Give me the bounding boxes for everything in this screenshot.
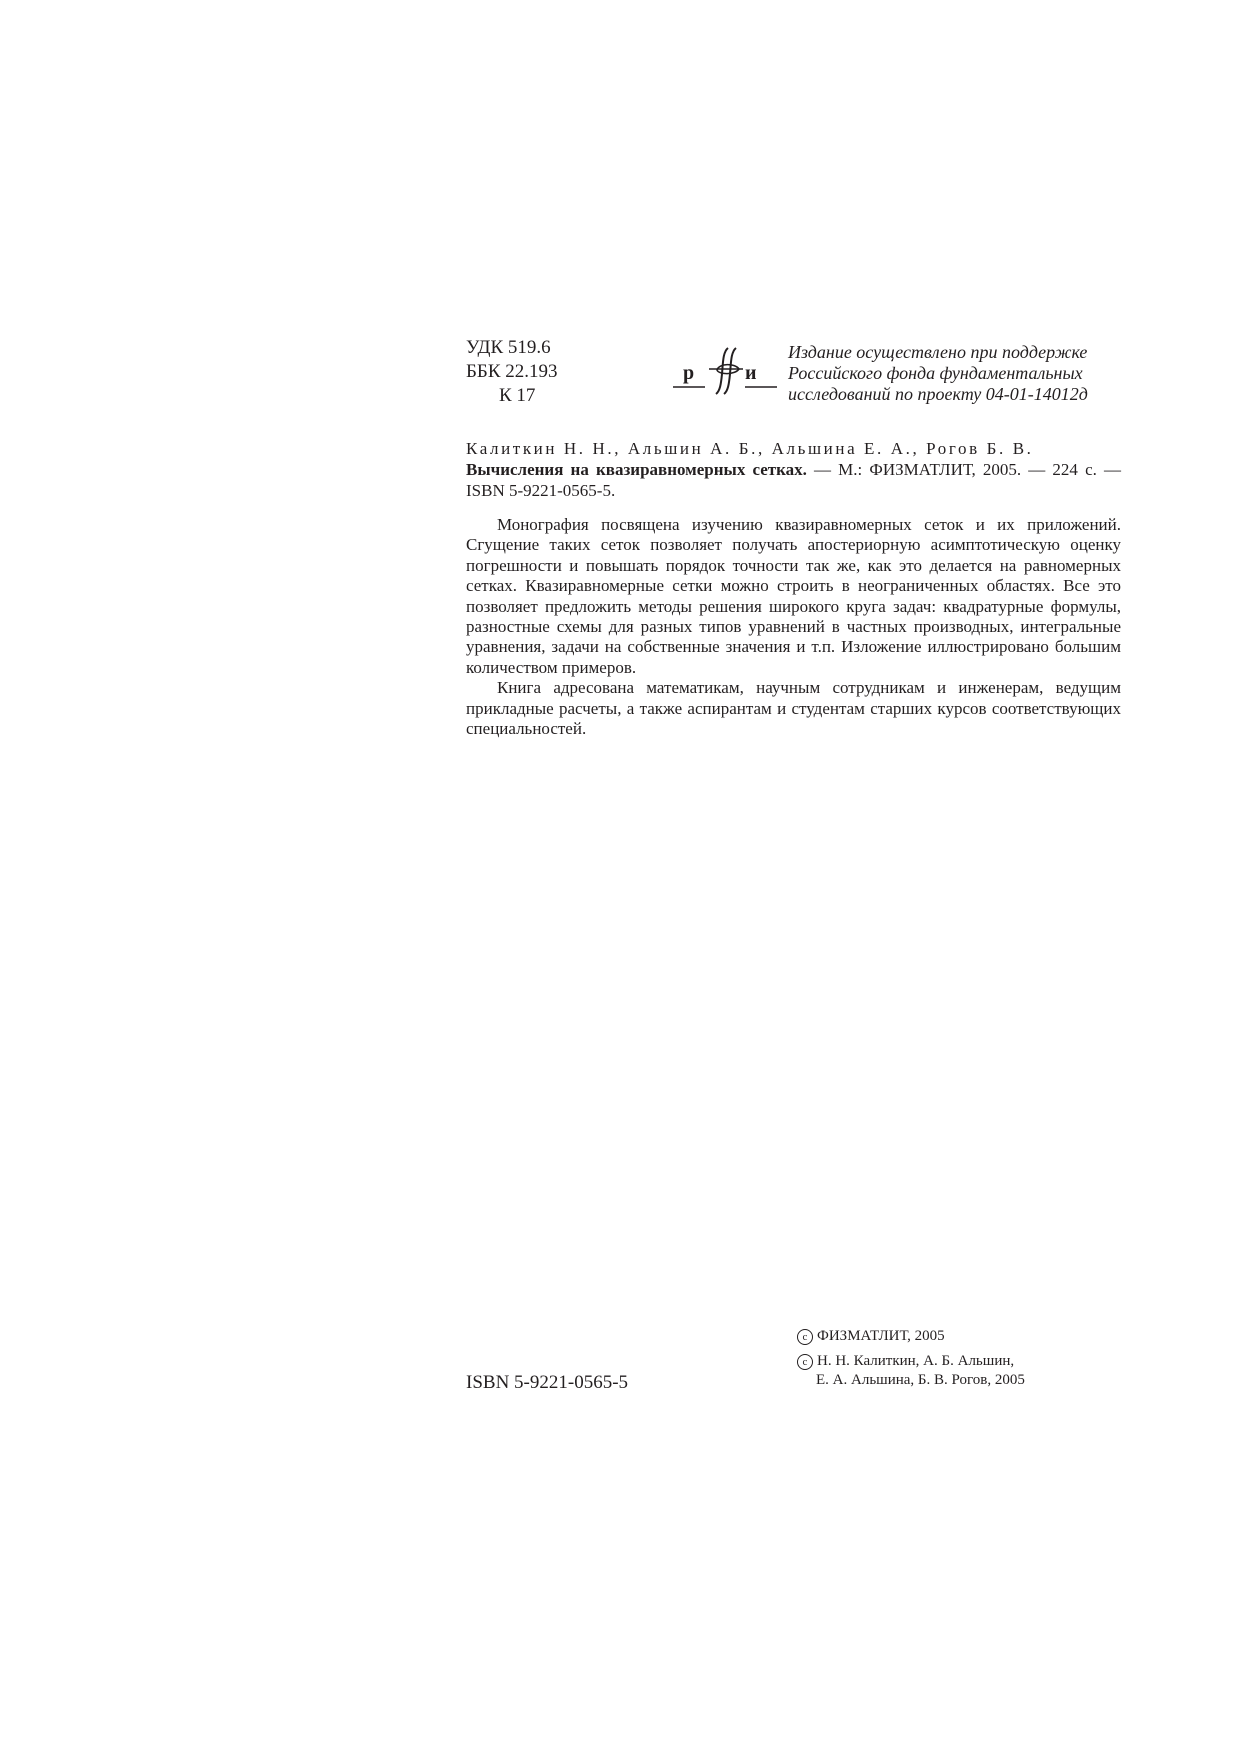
abstract (466, 515, 1121, 739)
rffi-logo-icon (673, 346, 783, 396)
book-title: Вычисления на квазиравномерных сетках. (466, 460, 807, 479)
isbn: ISBN 5-9221-0565-5 (466, 1372, 629, 1393)
copyright-publisher (797, 1327, 1025, 1346)
svg-text:р: р (683, 362, 695, 384)
bibliographic-entry (466, 438, 1121, 501)
abstract-paragraph: Книга адресована математикам, научным сотрудникам и инженерам, ведущим прикладные расчеты, а также аспирантам и студентам старших курсов соответствующих специальностей. (466, 678, 1121, 739)
author-mark: К 17 (499, 385, 536, 406)
support-line: Издание осуществлено при поддержке (788, 342, 1088, 362)
rffi-support-note (788, 342, 1088, 405)
authors-line: Калиткин Н. Н., Альшин А. Б., Альшина Е. А., Рогов Б. В. (466, 439, 1034, 458)
copyright-authors (797, 1352, 1025, 1371)
copyright-icon: c (797, 1329, 813, 1345)
copyright-authors-line: Н. Н. Калиткин, А. Б. Альшин, (817, 1353, 1015, 1369)
support-line: Российского фонда фундаментальных (788, 363, 1083, 383)
svg-text:и: и (745, 362, 757, 384)
support-line: исследований по проекту 04-01-14012д (788, 384, 1088, 404)
publication-details: — М.: ФИЗМАТЛИТ, 2005. — 224 с. — ISBN 5-9221-0565-5. (466, 460, 1121, 500)
udk-code: УДК 519.6 (466, 337, 551, 358)
bbk-code: ББК 22.193 (466, 361, 558, 382)
copyright-publisher-text: ФИЗМАТЛИТ, 2005 (817, 1328, 945, 1344)
copyright-block (797, 1327, 1025, 1390)
abstract-paragraph: Монография посвящена изучению квазиравномерных сеток и их приложений. Сгущение таких сеток позволяет получать апостериорную асимптотическую оценку погрешности и повышать порядок точности так же, как это делается на равномерных сетках. Квазиравномерные сетки можно строить в неограниченных областях. Все это позволяет предложить методы решения широкого круга задач: квадратурные формулы, разностные схемы для разных типов уравнений в частных производных, интегральные уравнения, задачи на собственные значения и т.п. Изложение иллюстрировано большим количеством примеров. (466, 515, 1121, 677)
rffi-logo (673, 346, 783, 396)
copyright-icon: c (797, 1354, 813, 1370)
classification-block (466, 336, 558, 408)
copyright-authors-line: Е. А. Альшина, Б. В. Рогов, 2005 (816, 1372, 1025, 1388)
